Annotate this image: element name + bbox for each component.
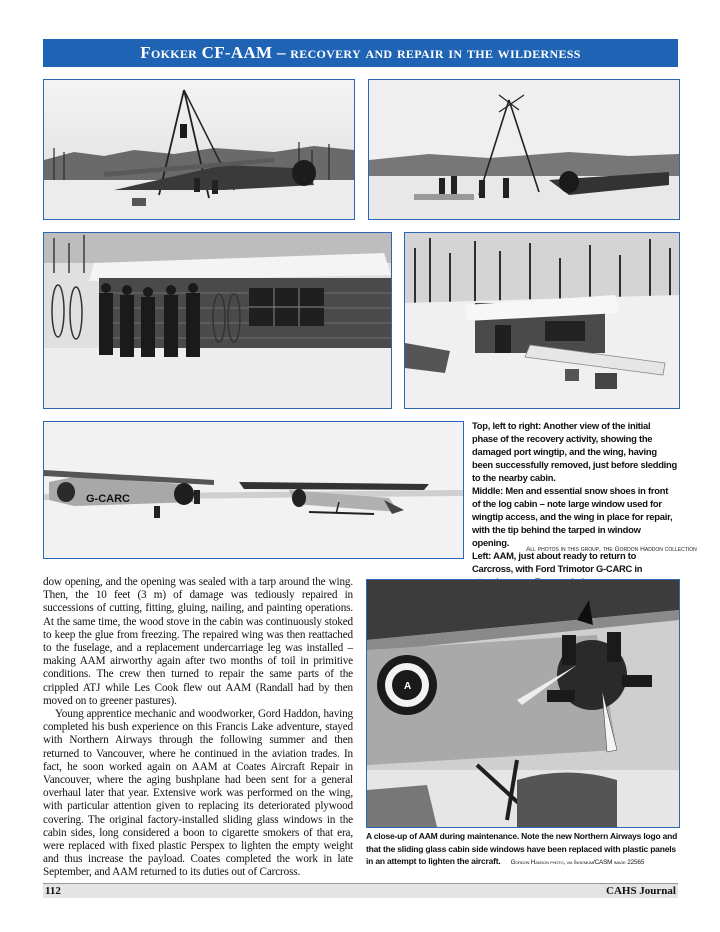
article-body: [43, 576, 353, 880]
engine-caption-text: A close-up of AAM during maintenance. Note the new Northern Airways logo and that the sliding glass cabin side windows have been replaced with plastic panels in an attempt to lighten the aircraft.: [366, 831, 678, 866]
page-title: Fokker CF-AAM – recovery and repair in the wilderness: [140, 43, 581, 62]
svg-text:A: A: [404, 681, 412, 692]
photo-two-planes-on-lake: [43, 421, 464, 559]
article-paragraph-2: Young apprentice mechanic and woodworker, Gord Haddon, having completed his bush experience on this Francis Lake adventure, stayed with Northern Airways through the following summer and then returned to Vancouver, where he continued in the aviation trades. In fact, he soon worked again on AAM at Coates Aircraft Repair in Vancouver, where the aging bushplane had been sent for a general overhaul later that year. Extensive work was performed on the wing, with particular attention given to replacing its deteriorated plywood covering. The original factory-installed sliding glass windows in the cabin sides, long considered a boon to cigarette smokers of that era, were replaced with fixed plastic Perspex to lighten the empty weight and thus increase the payload. Coates completed the work in late September, and AAM returned to its duties out of Carcross.: [43, 708, 353, 879]
photo-engine-closeup: [366, 579, 680, 828]
page-number: 112: [45, 885, 61, 897]
caption-left-photo: Left: AAM, just about ready to return to Carcross, with Ford Trimotor G-CARC in: [472, 550, 643, 574]
aircraft-marking: G-CARC: [86, 493, 130, 505]
photo-men-at-log-cabin: [43, 232, 392, 409]
article-paragraph-1: dow opening, and the opening was sealed with a tarp around the wing. Then, the 10 feet (3 m) of damage was tediously repaired in successions of cutting, fitting, gluing, nailing, and painting operations. At the same time, the wood stove in the cabin was continuously stoked to keep the glue from freezing. The repaired wing was then reattached to the fuselage, and a replacement undercarriage leg was installed – making AAM airworthy again after two months of toil in primitive conditions. The crew then turned to repair the same parts of the crippled ATJ while Les Cook flew out AAM (Randall had by then moved on to greener pastures).: [43, 576, 353, 707]
photo-recovery-camp: [368, 79, 680, 220]
photo-group-caption: [472, 419, 678, 588]
caption-middle-row: Middle: Men and essential snow shoes in front of the log cabin – note large window used for wingtip access, and the wing in place for repair, with the tip behind the tarped in window opening.: [472, 485, 673, 548]
photo-plane-under-tripod: [43, 79, 355, 220]
page-title-banner: [43, 39, 678, 67]
engine-photo-credit: Gordon Haddon photo, via Ingenium/CASM image 22565: [510, 859, 645, 866]
journal-name: CAHS Journal: [606, 885, 676, 897]
engine-photo-caption: [366, 830, 678, 870]
caption-top-row: Top, left to right: Another view of the initial phase of the recovery activity, showing the damaged port wingtip, and the wing, having been successfully removed, just before sledding to the nearby cabin.: [472, 420, 677, 483]
page-footer: [43, 883, 678, 898]
photo-cabin-wing-repair: [404, 232, 680, 409]
photo-group-credit: All photos in this group, the Gordon Haddon collection: [526, 546, 697, 553]
